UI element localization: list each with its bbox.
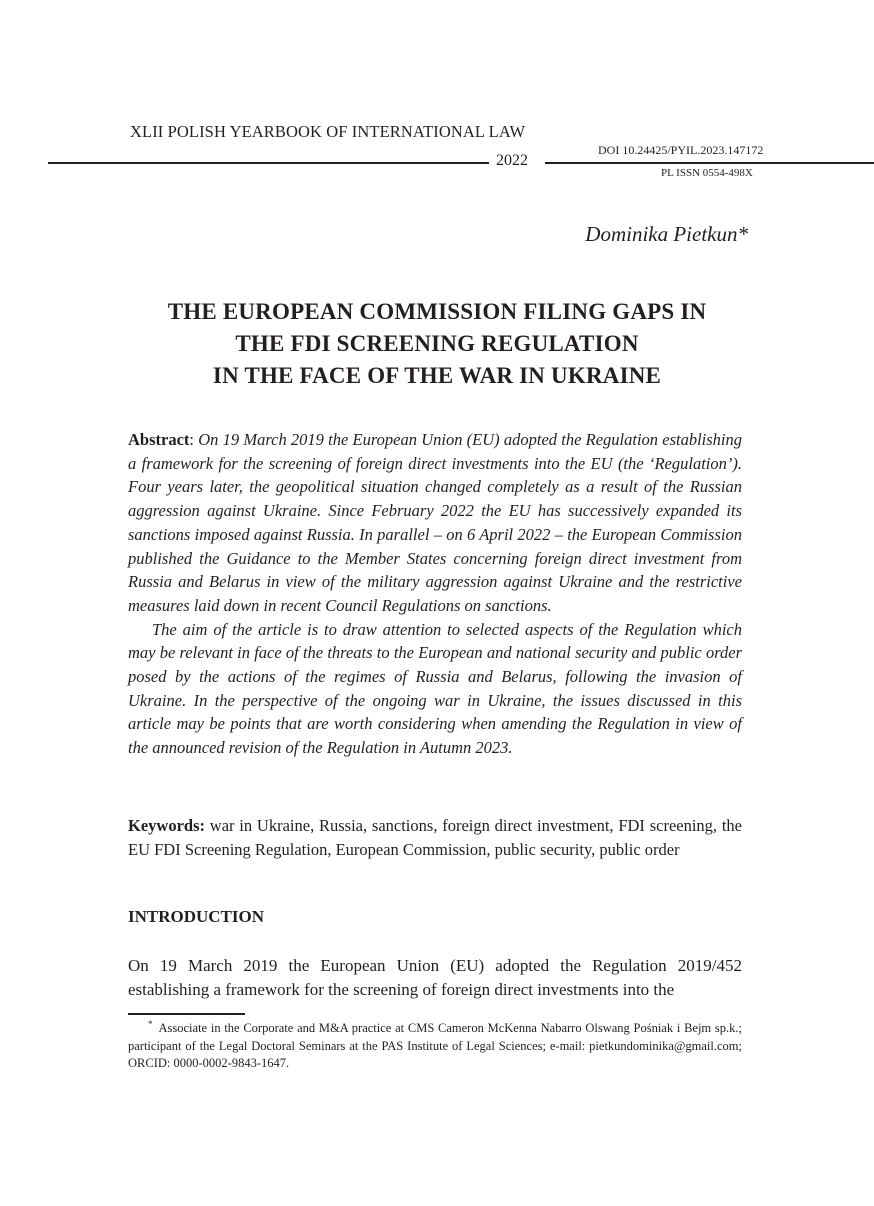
abstract-text: On 19 March 2019 the European Union (EU) adopted the Regulation establishing a framework for the screening of foreign direct investments into the EU (the ‘Regulation’). Four years later, the geopolitical situation changed completely as a result of the Russian aggression against Ukraine. Since February 2022 the EU has successively expanded its sanctions imposed against Russia. In parallel – on 6 April 2022 – the European Commission published the Guidance to the Member States concerning foreign direct investment from Russia and Belarus in view of the military aggression against Ukraine and the restrictive measures laid down in recent Council Regulations on sanctions. bbox=[128, 430, 742, 615]
header-rule-left bbox=[48, 162, 489, 164]
keywords-label: Keywords: bbox=[128, 816, 205, 835]
doi-label: DOI 10.24425/PYIL.2023.147172 bbox=[598, 143, 764, 157]
header-rule-right bbox=[545, 162, 874, 164]
article-title-line: THE EUROPEAN COMMISSION FILING GAPS IN bbox=[167, 299, 707, 324]
volume-year: 2022 bbox=[496, 152, 528, 169]
author-name: Dominika Pietkun* bbox=[585, 222, 748, 246]
footnote: * Associate in the Corporate and M&A practice at CMS Cameron McKenna Nabarro Olswang Pośniak i Bejm sp.k.; participant of the Legal Doctoral Seminars at the PAS Institute of Legal Sciences; e-mail: pietkundominika@gmail.com; ORCID: 0000-0002-9843-1647. bbox=[128, 1018, 742, 1070]
article-title bbox=[100, 296, 774, 392]
keywords bbox=[128, 814, 742, 861]
abstract-paragraph bbox=[128, 428, 742, 618]
issn-label: PL ISSN 0554-498X bbox=[661, 167, 753, 179]
intro-paragraph: On 19 March 2019 the European Union (EU) adopted the Regulation 2019/452 establishing a framework for the screening of foreign direct investments into the bbox=[128, 956, 742, 999]
abstract-paragraph: The aim of the article is to draw attention to selected aspects of the Regulation which may be relevant in face of the threats to the European and national security and public order posed by the actions of the regimes of Russia and Belarus, following the invasion of Ukraine. In the perspective of the ongoing war in Ukraine, the issues discussed in this article may be points that are worth considering when amending the Regulation in view of the announced revision of the Regulation in Autumn 2023. bbox=[128, 619, 742, 758]
journal-title: XLII POLISH YEARBOOK OF INTERNATIONAL LAW bbox=[130, 122, 526, 141]
abstract-label: Abstract bbox=[128, 430, 190, 449]
keywords-text: war in Ukraine, Russia, sanctions, foreign direct investment, FDI screening, the EU FDI Screening Regulation, European Commission, public security, public order bbox=[128, 816, 742, 859]
abstract bbox=[128, 428, 742, 760]
article-title-line: THE FDI SCREENING REGULATION bbox=[235, 331, 639, 356]
footnote-rule bbox=[128, 1013, 245, 1015]
section-heading: INTRODUCTION bbox=[128, 907, 265, 926]
abstract-separator: : bbox=[189, 430, 199, 449]
article-title-line: IN THE FACE OF THE WAR IN UKRAINE bbox=[212, 363, 662, 388]
footnote-text: Associate in the Corporate and M&A practice at CMS Cameron McKenna Nabarro Olswang Pośniak i Bejm sp.k.; participant of the Legal Doctoral Seminars at the PAS Institute of Legal Sciences; e-mail: pietkundominika@gmail.com; ORCID: 0000-0002-9843-1647. bbox=[128, 1021, 742, 1070]
